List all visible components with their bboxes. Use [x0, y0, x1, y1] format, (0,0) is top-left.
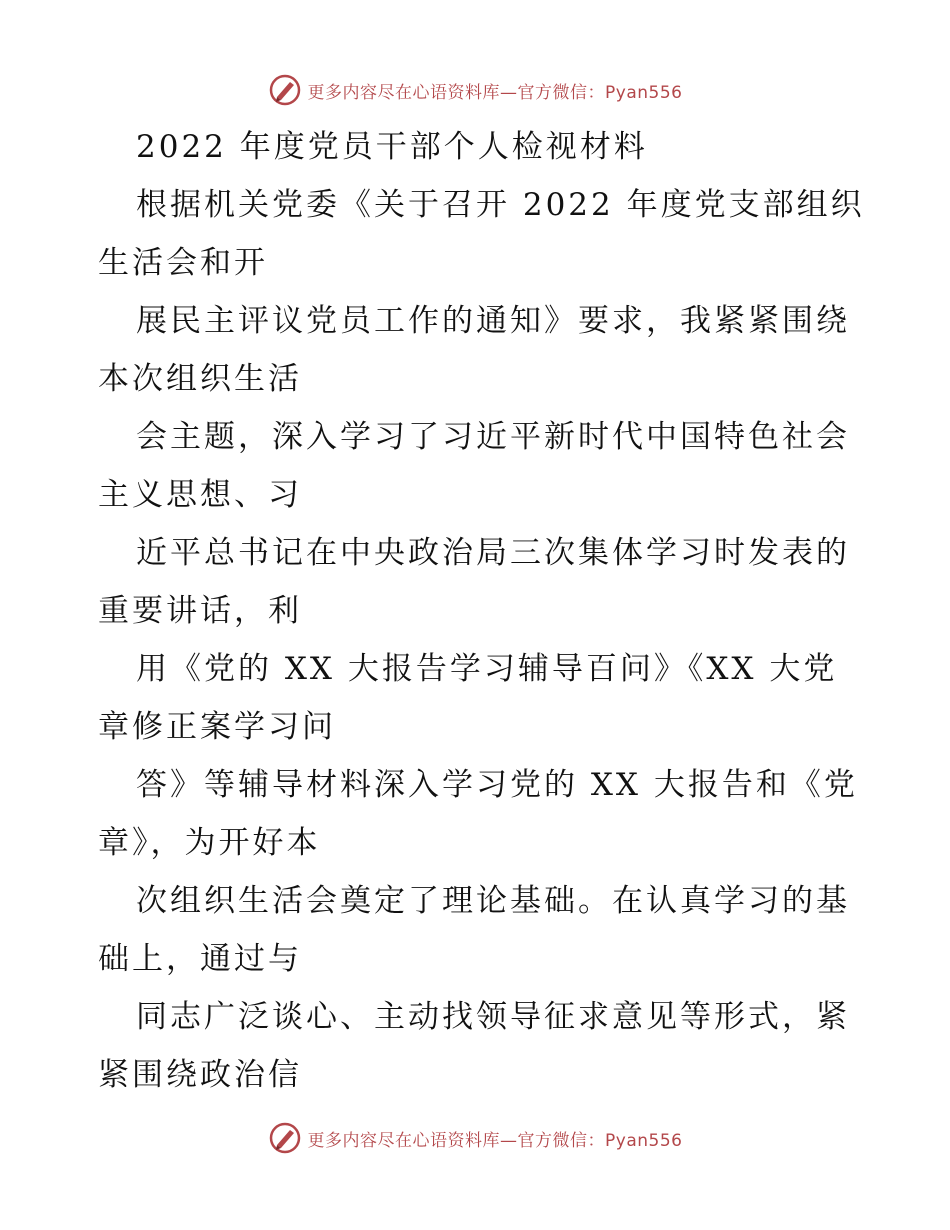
document-line: 展民主评议党员工作的通知》要求，我紧紧围绕 — [136, 303, 850, 339]
footer-banner-text: 更多内容尽在心语资料库—官方微信：Pyan556 — [307, 1130, 683, 1151]
document-body — [98, 118, 865, 1104]
document-line: 重要讲话，利 — [98, 593, 302, 629]
document-line: 同志广泛谈心、主动找领导征求意见等形式，紧 — [136, 999, 850, 1035]
document-line: 主义思想、习 — [98, 477, 302, 513]
document-line: 紧围绕政治信 — [98, 1057, 302, 1093]
document-line: 生活会和开 — [98, 245, 268, 281]
pen-logo-icon — [268, 73, 302, 107]
document-line: 2022 年度党员干部个人检视材料 — [136, 129, 648, 165]
header-banner-text: 更多内容尽在心语资料库—官方微信：Pyan556 — [307, 82, 683, 103]
pen-logo-icon — [268, 1121, 302, 1155]
document-line: 次组织生活会奠定了理论基础。在认真学习的基 — [136, 883, 850, 919]
document-line: 章修正案学习问 — [98, 709, 336, 745]
document-line: 会主题，深入学习了习近平新时代中国特色社会 — [136, 419, 850, 455]
header-banner — [0, 70, 950, 110]
document-line: 答》等辅导材料深入学习党的 XX 大报告和《党 — [136, 767, 858, 803]
document-line: 章》，为开好本 — [98, 825, 321, 861]
footer-banner — [0, 1118, 950, 1158]
document-line: 用《党的 XX 大报告学习辅导百问》《XX 大党 — [136, 651, 838, 687]
document-line: 础上，通过与 — [98, 941, 302, 977]
document-line: 根据机关党委《关于召开 2022 年度党支部组织 — [136, 187, 865, 223]
document-line: 近平总书记在中央政治局三次集体学习时发表的 — [136, 535, 850, 571]
document-line: 本次组织生活 — [98, 361, 302, 397]
